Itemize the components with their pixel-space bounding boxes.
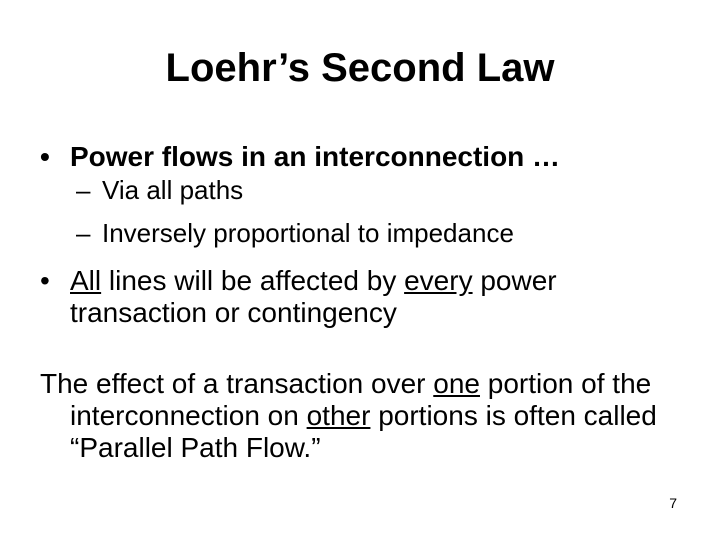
dash-marker: – [76, 175, 91, 205]
text-run: The effect of a transaction over [40, 368, 434, 399]
page-number: 7 [669, 495, 677, 511]
subitem-text: Via all paths [102, 175, 244, 205]
subitem-via-all-paths [76, 174, 243, 206]
text-run: power transaction or contingency [70, 265, 557, 328]
bullet-text [70, 265, 690, 329]
underlined-word-every: every [404, 265, 473, 296]
parallel-path-flow-paragraph [40, 368, 680, 464]
subitem-text: Inversely proportional to impedance [102, 218, 514, 248]
slide-title: Loehr’s Second Law [165, 46, 555, 90]
underlined-word-other: other [306, 400, 371, 431]
bullet-marker: • [40, 265, 50, 296]
bullet-text: Power flows in an interconnection … [70, 141, 561, 172]
underlined-word-one: one [433, 368, 480, 399]
bullet-all-lines-affected [40, 265, 690, 329]
text-run: portions is often called “Parallel Path Flow.” [70, 400, 657, 463]
text-run: portion of the interconnection on [70, 368, 652, 431]
dash-marker: – [76, 218, 91, 248]
text-run: lines will be affected by [101, 265, 405, 296]
bullet-marker: • [40, 141, 50, 172]
underlined-word-all: All [70, 265, 102, 296]
subitem-inversely-proportional [76, 217, 514, 249]
bullet-power-flows [40, 141, 690, 173]
